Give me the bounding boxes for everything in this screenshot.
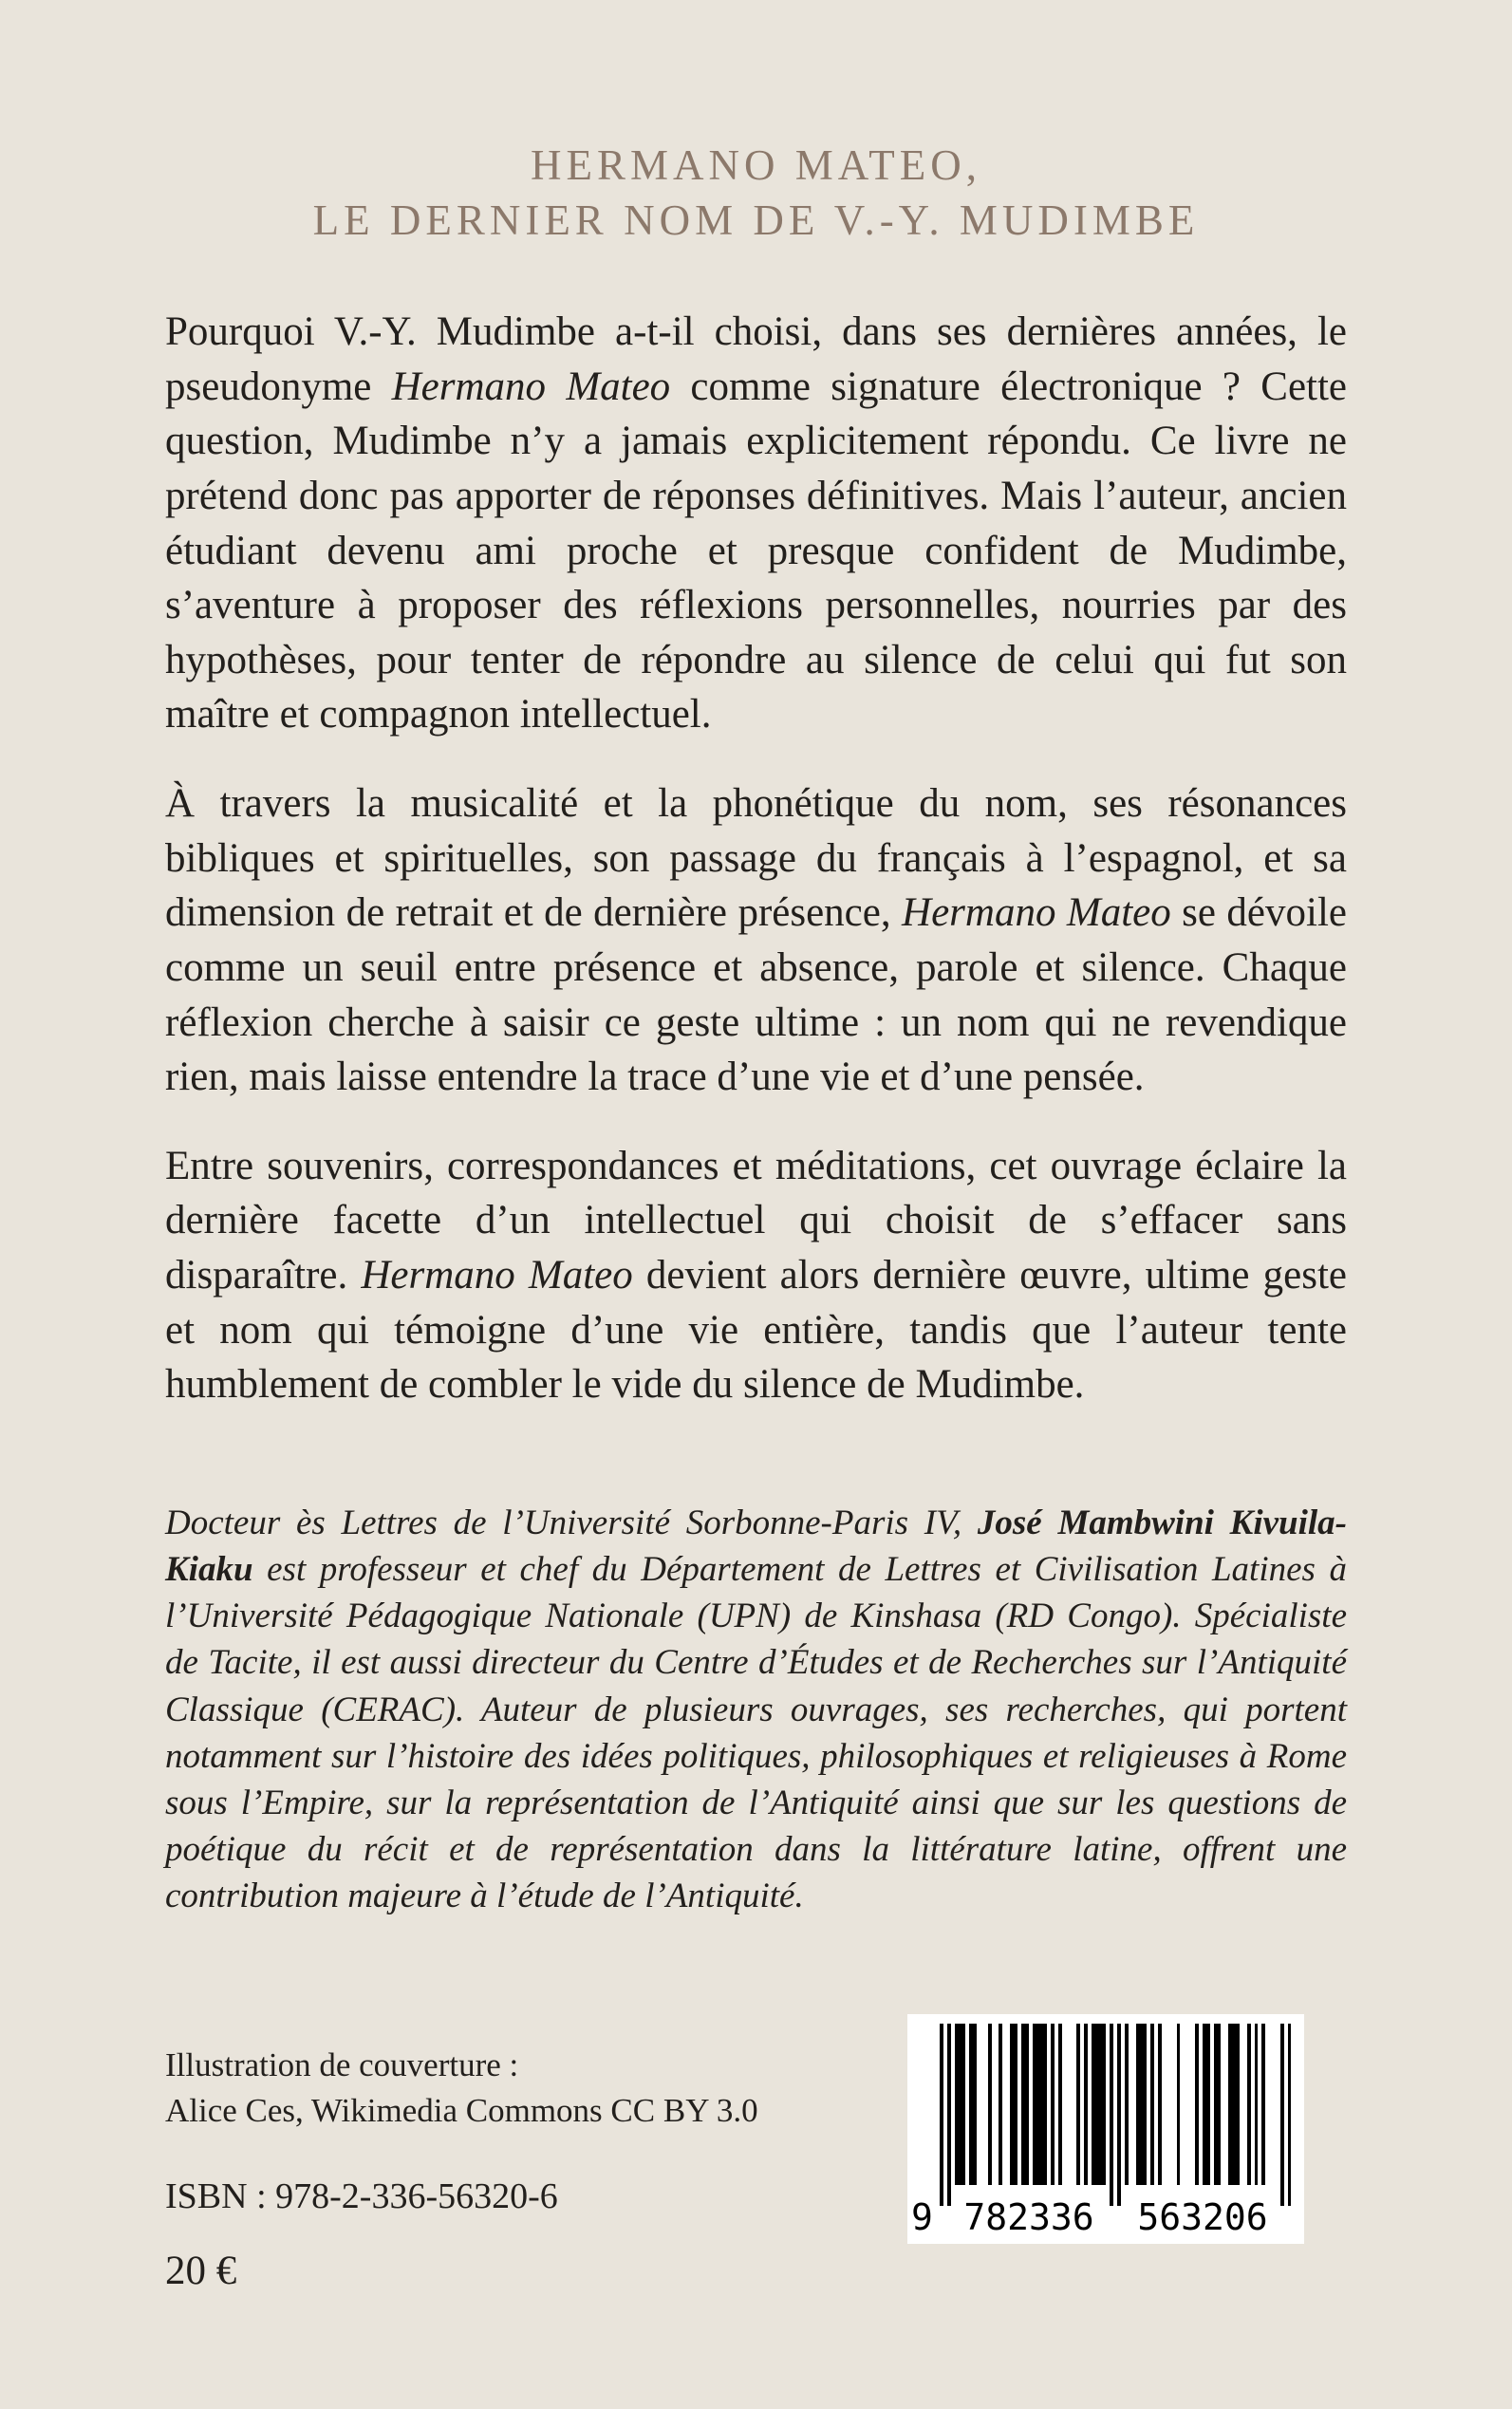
barcode-digits-left: 782336 [963,2196,1094,2238]
price: 20 € [165,2249,237,2293]
synopsis-paragraph-3: Entre souvenirs, correspondances et méditations, cet ouvrage éclaire la dernière facette d’un intellectuel qui choisit de s’effacer sans disparaître. Hermano Mateo devient alors dernière œuvre, ultime geste et nom qui témoigne d’une vie entière, tandis que l’auteur tente humblement de combler le vide du silence de Mudimbe. [165,1143,1347,1408]
credit-line1: Illustration de couverture : [165,2046,519,2083]
synopsis-paragraph-1: Pourquoi V.-Y. Mudimbe a-t-il choisi, dans ses dernières années, le pseudonyme Hermano Mateo comme signature électronique ? Cette question, Mudimbe n’y a jamais explicitement répondu. Ce livre ne prétend donc pas apporter de réponses définitives. Mais l’auteur, ancien étudiant devenu ami proche et presque confident de Mudimbe, s’aventure à proposer des réflexions personnelles, nourries par des hypothèses, pour tenter de répondre au silence de celui qui fut son maître et compagnon intellectuel. [165,309,1348,738]
barcode [907,2014,1304,2244]
book-title [0,0,1512,248]
book-title-line2: LE DERNIER NOM DE V.-Y. MUDIMBE [312,196,1200,244]
author-bio: Docteur ès Lettres de l’Université Sorbonne-Paris IV, José Mambwini Kivuila-Kiaku est professeur et chef du Département de Lettres et Civilisation Latines à l’Université Pédagogique Nationale (UPN) de Kinshasa (RD Congo). Spécialiste de Tacite, il est aussi directeur du Centre d’Études et de Recherches sur l’Antiquité Classique (CERAC). Auteur de plusieurs ouvrages, ses recherches, qui portent notamment sur l’histoire des idées politiques, philosophiques et religieuses à Rome sous l’Empire, sur la représentation de l’Antiquité ainsi que sur les questions de poétique du récit et de représentation dans la littérature latine, offrent une contribution majeure à l’étude de l’Antiquité. [165,1503,1348,1916]
cover-illustration-credit [165,2043,758,2135]
synopsis-paragraph-2: À travers la musicalité et la phonétique du nom, ses résonances bibliques et spirituelles, son passage du français à l’espagnol, et sa dimension de retrait et de dernière présence, Hermano Mateo se dévoile comme un seuil entre présence et absence, parole et silence. Chaque réflexion cherche à saisir ce geste ultime : un nom qui ne revendique rien, mais laisse entendre la trace d’une vie et d’une pensée. [165,781,1347,1100]
barcode-digits-right: 563206 [1137,2196,1268,2238]
credit-line2: Alice Ces, Wikimedia Commons CC BY 3.0 [165,2092,758,2130]
barcode-digit-system: 9 [911,2196,933,2238]
synopsis [165,305,1347,1919]
book-title-line1: HERMANO MATEO, [531,141,981,189]
isbn: ISBN : 978-2-336-56320-6 [165,2176,558,2216]
